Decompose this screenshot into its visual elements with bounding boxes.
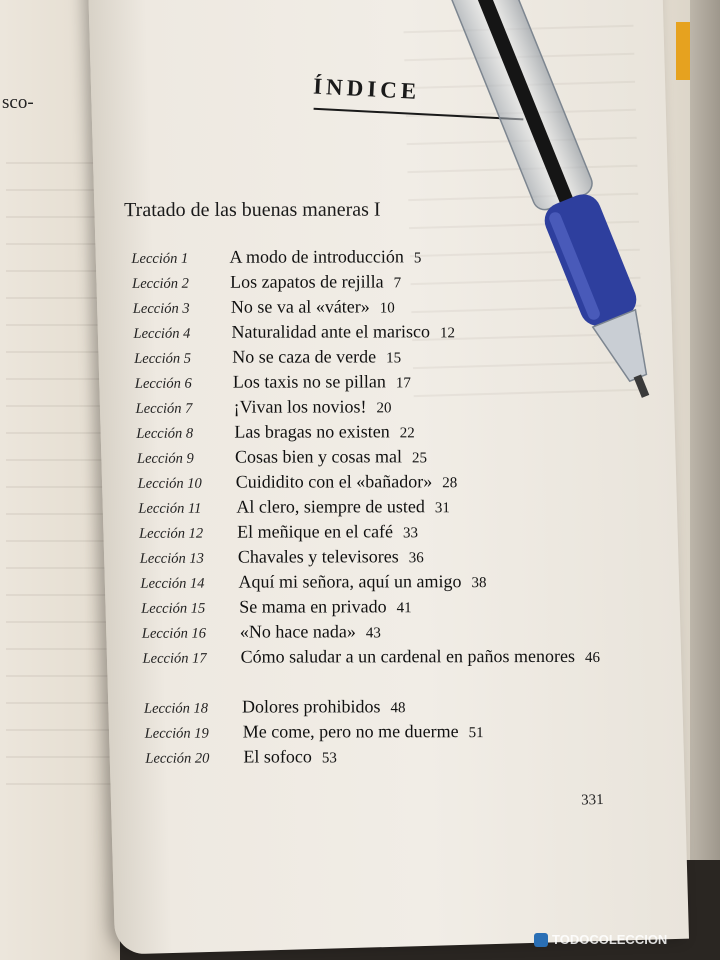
lesson-page: 17 [395,375,411,392]
toc-entry [141,594,641,620]
lesson-title-line [231,294,395,321]
lesson-title: Naturalidad ante el marisco [231,321,430,342]
toc-entry [132,269,632,295]
lesson-title: Dolores prohibidos [241,696,381,717]
lesson-title-line [236,469,458,496]
lesson-title-line [238,569,486,596]
section-heading: Tratado de las buenas maneras I [124,198,381,222]
lesson-title: No se va al «váter» [230,296,370,317]
lesson-label: Lección 18 [143,700,209,717]
lesson-label: Lección 20 [145,750,210,767]
toc-entries [131,231,645,770]
lesson-page: 38 [471,575,487,592]
lesson-title: Me come, pero no me duerme [242,721,459,742]
toc-entry [140,544,640,570]
lesson-label: Lección 9 [137,450,194,467]
lesson-label: Lección 4 [133,325,191,342]
toc-entry [133,294,633,320]
yellow-bookmark-tab [676,22,690,80]
lesson-label: Lección 13 [139,550,204,567]
lesson-title: Aquí mi señora, aquí un amigo [238,571,462,592]
watermark-text: TODOCOLECCION [552,932,668,947]
lesson-page: 25 [411,450,428,467]
lesson-label: Lección 11 [138,500,202,517]
lesson-title-line [241,644,600,672]
toc-entry [138,469,638,495]
lesson-title: Las bragas no existen [234,421,390,442]
toc-entry [137,444,637,470]
lesson-title-line [234,394,392,421]
lesson-title: No se caza de verde [232,346,377,367]
lesson-title-line [238,544,424,571]
toc-entry [134,319,634,345]
lesson-title: Se mama en privado [239,596,387,617]
toc-entry [135,369,635,395]
toc-entry [139,519,639,545]
lesson-title-line [240,619,381,646]
lesson-page: 10 [379,300,395,317]
lesson-label: Lección 15 [141,600,206,617]
lesson-title: Cómo saludar a un cardenal en paños menores [240,645,576,667]
lesson-label: Lección 2 [132,275,189,292]
left-page-text-fragment: sco- [2,92,34,113]
toc-entry [145,744,645,770]
lesson-page: 7 [393,275,402,292]
lesson-title: «No hace nada» [239,621,356,642]
lesson-page: 43 [365,625,381,642]
lesson-title: Los zapatos de rejilla [230,271,384,292]
lesson-title-line [234,419,415,446]
lesson-title-line [242,694,406,721]
lesson-page: 15 [386,350,402,367]
lesson-page: 41 [396,600,412,617]
lesson-page: 12 [439,325,455,342]
toc-entry [144,694,644,720]
toc-entry [136,419,636,445]
lesson-title: Al clero, siempre de usted [236,496,425,517]
toc-entry [138,494,638,520]
lesson-title-line [243,719,484,746]
lesson-title: Chavales y televisores [237,546,399,567]
lesson-title-line [233,369,411,396]
lesson-title-line [236,494,449,521]
lesson-label: Lección 14 [140,575,205,592]
lesson-label: Lección 12 [139,525,204,542]
toc-entry [145,719,645,745]
lesson-label: Lección 5 [134,350,192,367]
lesson-page: 33 [403,525,419,542]
lesson-label: Lección 19 [144,725,209,742]
index-heading: ÍNDICE [312,73,421,104]
lesson-title: Cosas bien y cosas mal [235,446,403,467]
page-number: 331 [580,791,604,809]
toc-entry [134,344,634,370]
lesson-title: Los taxis no se pillan [232,371,386,392]
lesson-page: 22 [399,425,415,442]
lesson-label: Lección 1 [131,250,189,267]
lesson-label: Lección 16 [141,625,206,642]
toc-entry [143,644,643,695]
lesson-title-line [232,319,455,346]
watermark [534,932,667,947]
lesson-page: 46 [584,649,601,666]
lesson-label: Lección 8 [136,425,194,442]
lesson-page: 36 [408,550,424,567]
index-page [88,0,689,955]
lesson-page: 20 [376,400,392,417]
lesson-label: Lección 7 [135,400,193,417]
toc-entry [140,569,640,595]
lesson-title-line [243,744,337,771]
lesson-title-line [237,519,418,546]
lesson-label: Lección 17 [142,650,207,667]
lesson-label: Lección 10 [137,475,202,492]
toc-entry [142,619,642,645]
lesson-title: El meñique en el café [237,521,394,542]
watermark-logo-icon [534,933,548,947]
lesson-page: 51 [468,725,484,742]
lesson-title-line [232,344,401,371]
lesson-page: 28 [442,475,458,492]
lesson-title-line [230,269,401,296]
lesson-page: 31 [434,500,450,517]
lesson-title: El sofoco [243,746,312,767]
book-cover-edge [690,0,720,860]
lesson-title-line [235,444,427,471]
lesson-page: 53 [321,750,337,767]
lesson-title: ¡Vivan los novios! [233,396,367,417]
lesson-title: A modo de introducción [229,246,404,267]
lesson-title-line [239,594,412,621]
toc-entry [131,244,631,270]
lesson-page: 5 [413,250,422,267]
toc-entry [136,394,636,420]
lesson-label: Lección 6 [134,375,192,392]
lesson-title-line [229,244,421,271]
lesson-label: Lección 3 [132,300,190,317]
lesson-page: 48 [390,700,406,717]
lesson-title: Cuididito con el «bañador» [235,471,433,492]
